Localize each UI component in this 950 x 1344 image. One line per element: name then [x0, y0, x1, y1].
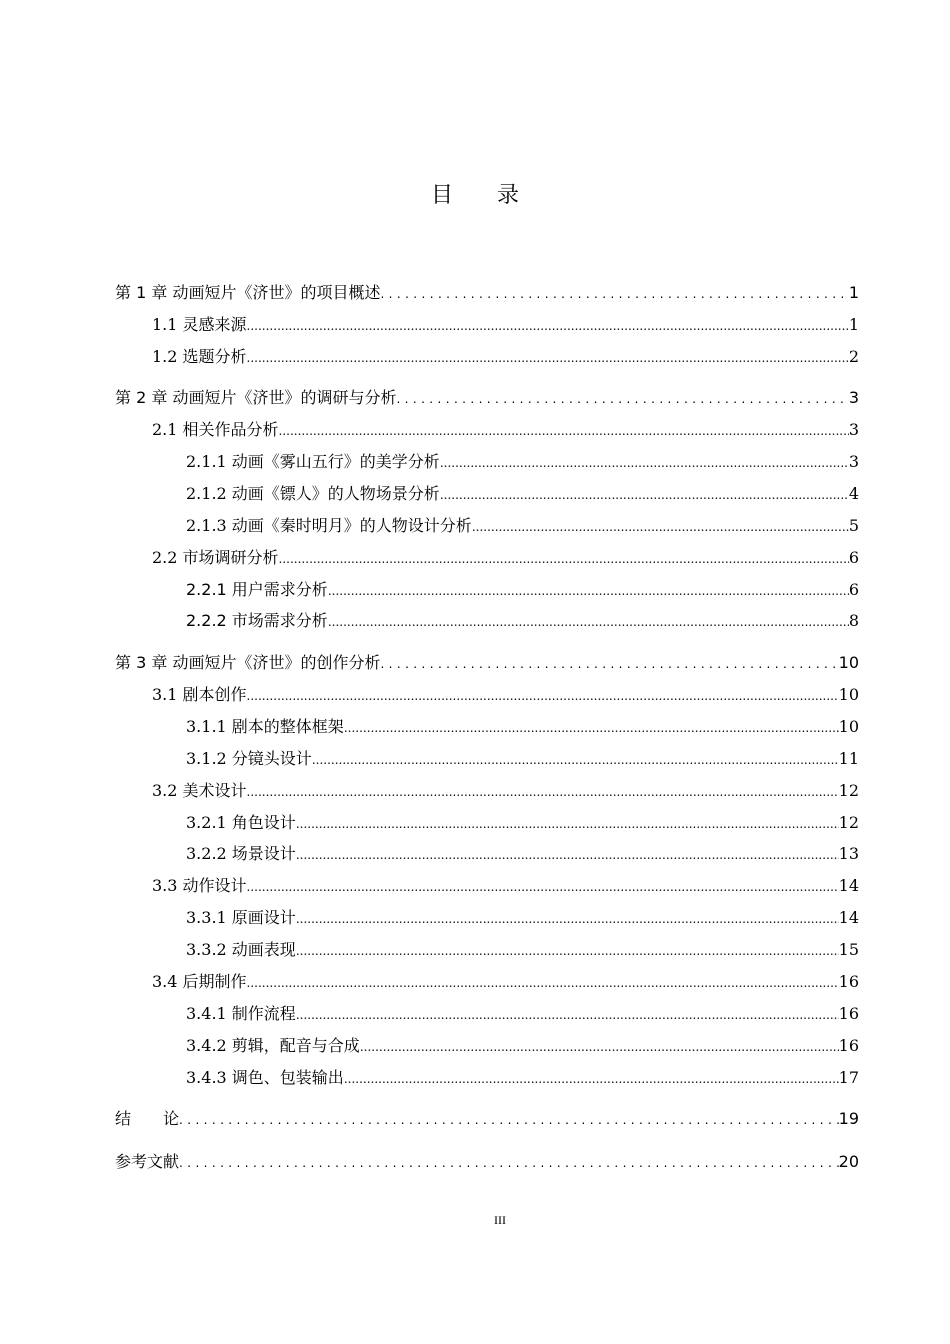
toc-leader-dots — [360, 1035, 839, 1059]
toc-entry-label: 第 3 章 动画短片《济世》的创作分析 — [115, 653, 381, 672]
toc-entry-label: 2.1.3 动画《秦时明月》的人物设计分析 — [186, 516, 472, 535]
toc-leader-dots — [247, 314, 849, 338]
toc-entry-page: 19 — [838, 1109, 859, 1128]
toc-entry[interactable] — [186, 906, 859, 930]
toc-entry[interactable] — [152, 546, 859, 570]
toc-entry-label: 结 论 — [115, 1109, 180, 1128]
toc-leader-dots — [296, 812, 839, 836]
toc-entry[interactable] — [186, 1034, 859, 1058]
toc-entry-label: 2.2.2 市场需求分析 — [186, 611, 328, 630]
toc-entry-page: 8 — [848, 611, 859, 630]
toc-entry[interactable] — [115, 651, 859, 675]
toc-entry-page: 3 — [848, 420, 859, 439]
toc-entry-page: 17 — [838, 1068, 859, 1087]
toc-entry[interactable] — [152, 313, 859, 337]
toc-leader-dots — [328, 579, 849, 603]
toc-entry-label: 第 1 章 动画短片《济世》的项目概述 — [115, 283, 381, 302]
toc-leader-dots — [296, 939, 839, 963]
page-number-footer: III — [494, 1213, 506, 1227]
toc-entry-label: 3.2 美术设计 — [152, 781, 247, 800]
toc-entry-label: 3.3 动作设计 — [152, 876, 247, 895]
toc-leader-dots — [247, 875, 839, 899]
toc-entry-page: 16 — [838, 1036, 859, 1055]
toc-entry-label: 2.2 市场调研分析 — [152, 548, 279, 567]
toc-entry[interactable] — [152, 874, 859, 898]
toc-entry-page: 11 — [838, 749, 859, 768]
toc-entry[interactable] — [152, 345, 859, 369]
toc-entry-page: 12 — [838, 781, 859, 800]
toc-entry[interactable] — [186, 450, 859, 474]
toc-entry-label: 3.2.1 角色设计 — [186, 813, 296, 832]
toc-leader-dots — [296, 907, 839, 931]
toc-entry[interactable] — [186, 578, 859, 602]
toc-entry[interactable] — [115, 281, 859, 305]
toc-entry-page: 10 — [838, 653, 859, 672]
toc-entry[interactable] — [115, 1150, 859, 1174]
toc-leader-dots — [247, 346, 849, 370]
toc-entry-page: 16 — [838, 1004, 859, 1023]
toc-entry-page: 10 — [838, 685, 859, 704]
toc-leader-dots — [472, 515, 849, 539]
toc-entry-page: 12 — [838, 813, 859, 832]
toc-entry-page: 13 — [838, 844, 859, 863]
toc-leader-dots — [328, 610, 849, 634]
toc-leader-dots — [396, 387, 848, 411]
toc-leader-dots — [312, 748, 839, 772]
toc-entry-label: 1.2 选题分析 — [152, 347, 247, 366]
toc-entry-label: 3.1.2 分镜头设计 — [186, 749, 312, 768]
toc-entry-label: 第 2 章 动画短片《济世》的调研与分析 — [115, 388, 397, 407]
toc-leader-dots — [247, 684, 839, 708]
toc-entry[interactable] — [186, 747, 859, 771]
toc-entry-page: 5 — [848, 516, 859, 535]
toc-entry-page: 10 — [838, 717, 859, 736]
toc-leader-dots — [247, 780, 839, 804]
toc-entry[interactable] — [152, 418, 859, 442]
toc-leader-dots — [380, 282, 848, 306]
toc-entry-label: 3.4.1 制作流程 — [186, 1004, 296, 1023]
toc-entry-label: 3.1.1 剧本的整体框架 — [186, 717, 344, 736]
toc-entry[interactable] — [186, 938, 859, 962]
toc-entry-label: 参考文献 — [115, 1152, 180, 1171]
toc-leader-dots — [344, 1067, 839, 1091]
toc-entry-page: 3 — [848, 452, 859, 471]
toc-entry[interactable] — [152, 683, 859, 707]
toc-entry[interactable] — [186, 1002, 859, 1026]
toc-entry[interactable] — [152, 779, 859, 803]
toc-entry-label: 2.2.1 用户需求分析 — [186, 580, 328, 599]
toc-entry[interactable] — [186, 514, 859, 538]
toc-entry[interactable] — [186, 715, 859, 739]
toc-entry-label: 2.1.1 动画《雾山五行》的美学分析 — [186, 452, 440, 471]
toc-entry-page: 14 — [838, 876, 859, 895]
toc-entry-page: 20 — [838, 1152, 859, 1171]
toc-entry-page: 3 — [848, 388, 859, 407]
toc-entry-label: 3.1 剧本创作 — [152, 685, 247, 704]
toc-leader-dots — [440, 483, 849, 507]
toc-entry-page: 15 — [838, 940, 859, 959]
page-title: 目 录 — [430, 183, 519, 208]
toc-entry-page: 16 — [838, 972, 859, 991]
toc-entry-page: 2 — [848, 347, 859, 366]
toc-entry[interactable] — [152, 970, 859, 994]
toc-entry-page: 1 — [848, 315, 859, 334]
toc-leader-dots — [380, 652, 838, 676]
toc-entry-page: 14 — [838, 908, 859, 927]
toc-entry-label: 2.1.2 动画《镖人》的人物场景分析 — [186, 484, 440, 503]
toc-entry-label: 3.3.2 动画表现 — [186, 940, 296, 959]
toc-entry-label: 3.2.2 场景设计 — [186, 844, 296, 863]
toc-leader-dots — [179, 1151, 839, 1175]
toc-leader-dots — [344, 716, 839, 740]
toc-entry[interactable] — [186, 609, 859, 633]
toc-entry[interactable] — [186, 811, 859, 835]
toc-entry-label: 3.4.3 调色、包装输出 — [186, 1068, 344, 1087]
toc-entry[interactable] — [186, 1066, 859, 1090]
toc-leader-dots — [296, 843, 839, 867]
toc-entry[interactable] — [115, 386, 859, 410]
toc-entry-page: 6 — [848, 580, 859, 599]
toc-entry-label: 3.3.1 原画设计 — [186, 908, 296, 927]
toc-entry-page: 4 — [848, 484, 859, 503]
toc-entry-label: 3.4 后期制作 — [152, 972, 247, 991]
toc-entry[interactable] — [115, 1107, 859, 1131]
toc-leader-dots — [247, 971, 839, 995]
toc-entry-label: 3.4.2 剪辑，配音与合成 — [186, 1036, 360, 1055]
toc-leader-dots — [440, 451, 849, 475]
toc-entry-page: 1 — [848, 283, 859, 302]
toc-leader-dots — [179, 1108, 839, 1132]
toc-entry[interactable] — [186, 482, 859, 506]
toc-entry-label: 2.1 相关作品分析 — [152, 420, 279, 439]
toc-leader-dots — [279, 547, 849, 571]
toc-leader-dots — [279, 419, 849, 443]
toc-leader-dots — [296, 1003, 839, 1027]
toc-entry-label: 1.1 灵感来源 — [152, 315, 247, 334]
toc-entry-page: 6 — [848, 548, 859, 567]
toc-entry[interactable] — [186, 842, 859, 866]
